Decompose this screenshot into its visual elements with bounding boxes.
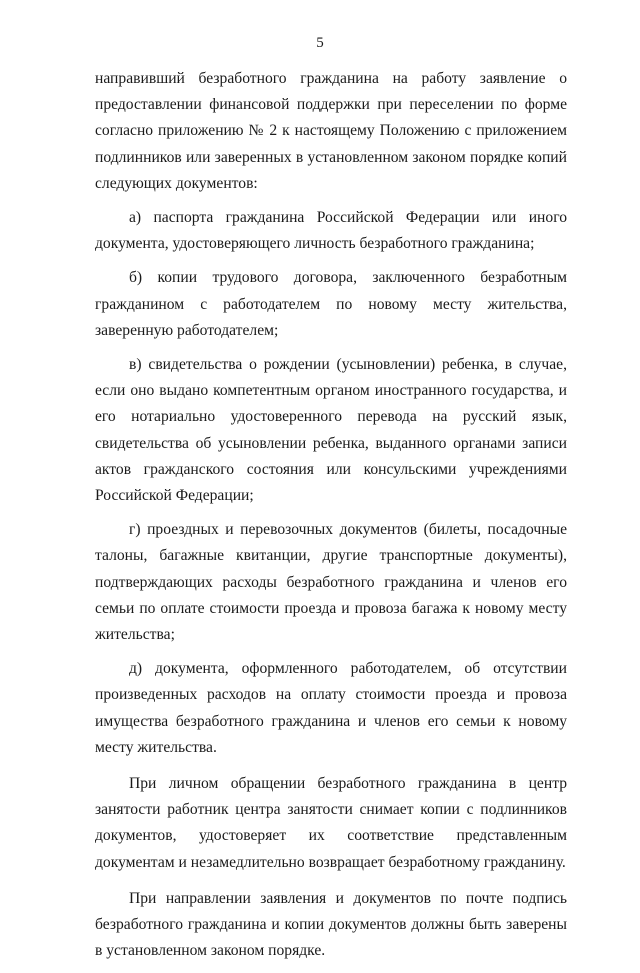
paragraph-personal-visit: При личном обращении безработного гражданина в центр занятости работник центра занятости снимает копии с подлинников документов, удостоверяет их соответствие представленным документам и незамедлительно возвращает безработному гражданину.: [95, 775, 567, 871]
page-number: 5: [316, 35, 324, 51]
list-item-d: д) документа, оформленного работодателем, об отсутствии произведенных расходов на оплату стоимости проезда и провоза имущества безработного гражданина и членов его семьи к новому месту жительства.: [95, 660, 567, 756]
document-body: [95, 66, 567, 973]
paragraph-intro: направивший безработного гражданина на работу заявление о предоставлении финансовой поддержки при переселении по форме согласно приложению № 2 к настоящему Положению с приложением подлинников или заверенных в установленном законом порядке копий следующих документов:: [95, 70, 567, 192]
paragraph-postal-submission: При направлении заявления и документов по почте подпись безработного гражданина и копии документов должны быть заверены в установленном законом порядке.: [95, 889, 567, 960]
list-item-a: а) паспорта гражданина Российской Федерации или иного документа, удостоверяющего личность безработного гражданина;: [95, 209, 567, 253]
list-item-g: г) проездных и перевозочных документов (билеты, посадочные талоны, багажные квитанции, другие транспортные документы), подтверждающих расходы безработного гражданина и членов его семьи по оплате стоимости проезда и провоза багажа к новому месту жительства;: [95, 521, 567, 644]
list-item-b: б) копии трудового договора, заключенного безработным гражданином с работодателем по новому месту жительства, заверенную работодателем;: [95, 269, 567, 339]
list-item-v: в) свидетельства о рождении (усыновлении) ребенка, в случае, если оно выдано компетентным органом иностранного государства, и его нотариально удостоверенного перевода на русский язык, свидетельства об усыновлении ребенка, выданного органами записи актов гражданского состояния или консульскими учреждениями Российской Федерации;: [95, 356, 567, 505]
